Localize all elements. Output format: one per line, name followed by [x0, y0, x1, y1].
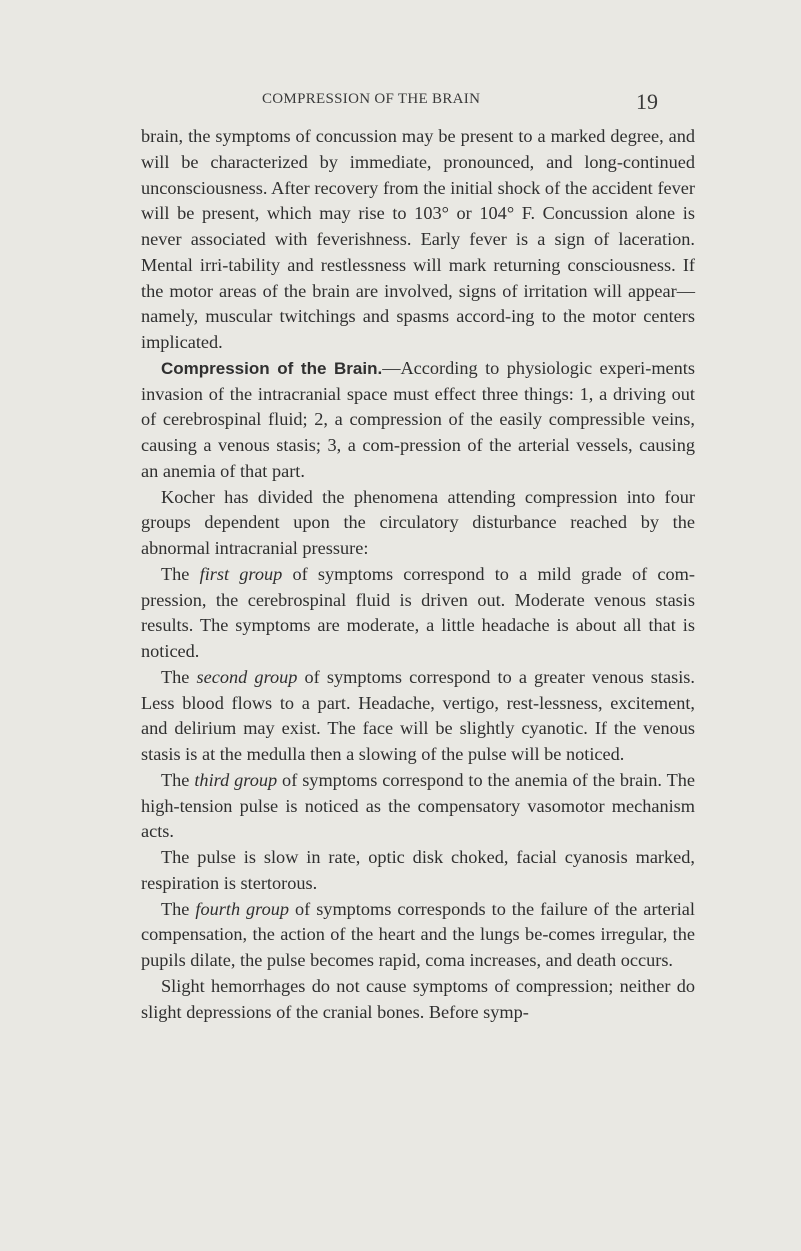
- paragraph-prefix: The: [161, 563, 200, 584]
- group-term: third group: [194, 769, 278, 790]
- group-term: second group: [196, 666, 298, 687]
- paragraph-fourth-group: [141, 897, 695, 974]
- paragraph-prefix: The: [161, 666, 197, 687]
- paragraph-text: —According to physiologic experi-ments invasion of the intracranial space must effect three things: 1, a driving out of cerebrospinal fluid; 2, a compression of the easily compressible veins, causing a venous stasis; 3, a com-pression of the arterial vessels, causing an anemia of that part.: [141, 357, 695, 481]
- page-header: [0, 89, 801, 119]
- page-number: 19: [636, 89, 658, 114]
- paragraph-text: of symptoms correspond to the anemia of the brain. The high-tension pulse is noticed as the compensatory vasomotor mechanism acts.: [141, 769, 695, 842]
- paragraph-prefix: The: [161, 769, 195, 790]
- paragraph-prefix: The: [161, 898, 196, 919]
- paragraph-slight-hemorrhages: Slight hemorrhages do not cause symptoms of compression; neither do slight depressions of the cranial bones. Before symp-: [141, 975, 695, 1022]
- paragraph-text: of symptoms correspond to a greater venous stasis. Less blood flows to a part. Headache, vertigo, rest-lessness, excitement, and delirium may exist. The face will be slightly cyanotic. If the venous stasis is at the medulla then a slowing of the pulse will be noticed.: [141, 666, 695, 764]
- paragraph-second-group: [141, 665, 695, 768]
- paragraph-pulse: The pulse is slow in rate, optic disk choked, facial cyanosis marked, respiration is stertorous.: [141, 847, 695, 893]
- section-heading: Compression of the Brain.: [161, 358, 383, 378]
- body-text: [141, 124, 695, 1025]
- paragraph-third-group: [141, 768, 695, 845]
- group-term: first group: [199, 563, 283, 584]
- paragraph-text: of symptoms corresponds to the failure of the arterial compensation, the action of the heart and the lungs be-comes irregular, the pupils dilate, the pulse becomes rapid, coma increases, and death occurs.: [141, 898, 695, 970]
- paragraph-text: of symptoms correspond to a mild grade of com-pression, the cerebrospinal fluid is driven out. Moderate venous stasis results. The symptoms are moderate, a little headache is about all that is noticed.: [141, 563, 695, 661]
- paragraph-compression-intro: [141, 356, 695, 485]
- paragraph-kocher: Kocher has divided the phenomena attending compression into four groups dependent upon the circulatory disturbance reached by the abnormal intracranial pressure:: [141, 486, 695, 558]
- group-term: fourth group: [195, 898, 290, 919]
- paragraph-first-group: [141, 562, 695, 665]
- paragraph-concussion-symptoms: brain, the symptoms of concussion may be present to a marked degree, and will be characterized by immediate, pronounced, and long-continued unconsciousness. After recovery from the initial shock of the accident fever will be present, which may rise to 103° or 104° F. Concussion alone is never associated with feverishness. Early fever is a sign of laceration. Mental irri-tability and restlessness will mark returning consciousness. If the motor areas of the brain are involved, signs of irritation will appear—namely, muscular twitchings and spasms accord-ing to the motor centers implicated.: [141, 126, 695, 352]
- running-title: COMPRESSION OF THE BRAIN: [262, 91, 481, 107]
